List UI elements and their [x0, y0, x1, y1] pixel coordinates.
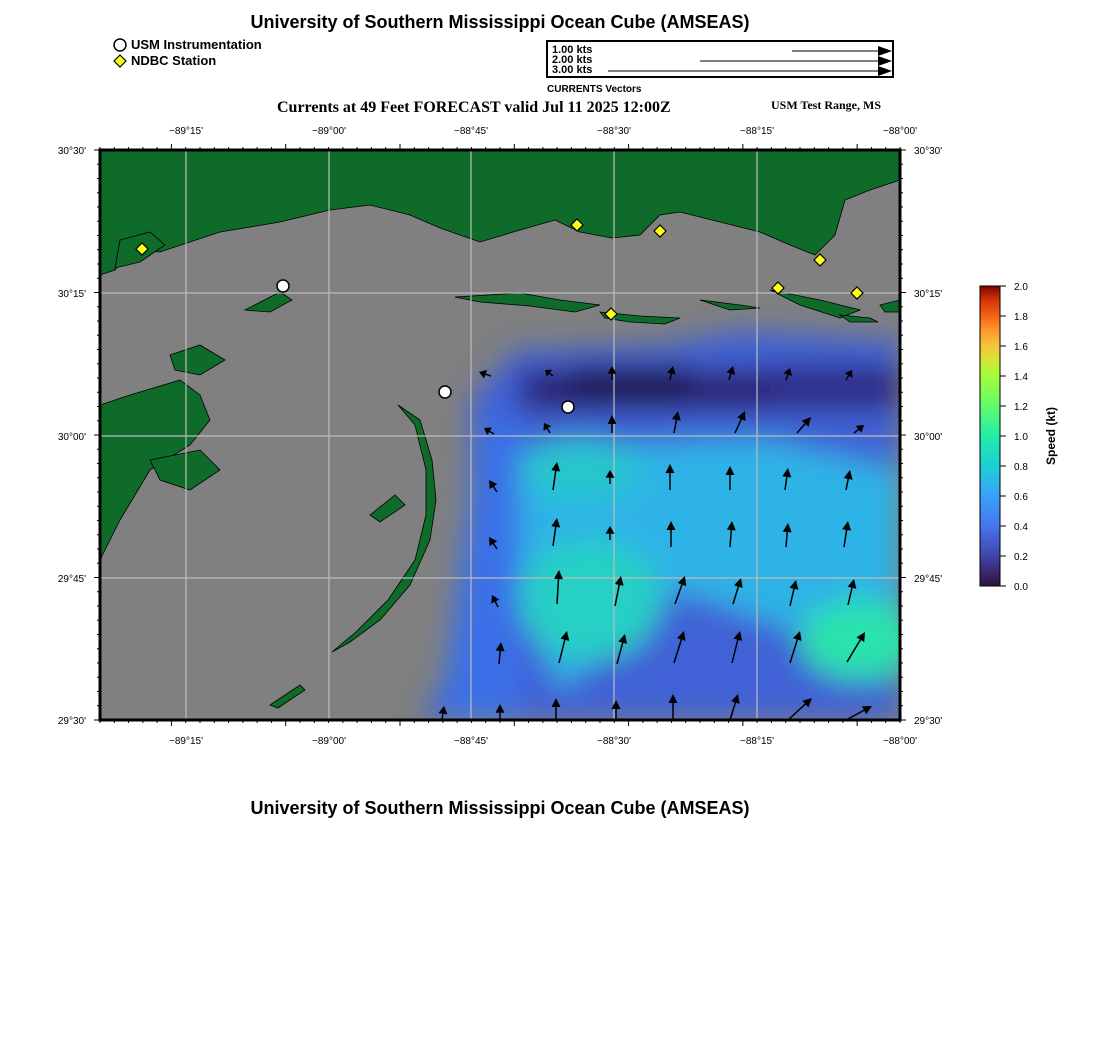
usm-station-marker: [439, 386, 451, 398]
lon-label: −88°00': [883, 736, 917, 747]
colorbar-tick-label: 0.8: [1014, 462, 1028, 473]
lon-label: −88°30': [597, 736, 631, 747]
speed-colorbar: [980, 282, 1058, 593]
vector-key-label-3: 3.00 kts: [552, 64, 593, 76]
colorbar-tick-label: 1.8: [1014, 312, 1028, 323]
colorbar-tick-label: 0.6: [1014, 492, 1028, 503]
colorbar-ticks: [1000, 282, 1028, 593]
lat-labels-left: [58, 146, 86, 727]
colorbar-tick-label: 1.4: [1014, 372, 1028, 383]
colorbar-tick-label: 0.4: [1014, 522, 1028, 533]
lon-label: −88°15': [740, 126, 774, 137]
map-region-label: USM Test Range, MS: [771, 98, 882, 112]
legend-ndbc-label: NDBC Station: [131, 53, 217, 68]
lon-label: −88°45': [454, 126, 488, 137]
lon-label: −89°15': [169, 126, 203, 137]
lat-label: 30°00': [57, 432, 86, 443]
lat-label: 30°30': [57, 146, 86, 157]
footer-title: University of Southern Mississippi Ocean Cube (AMSEAS): [250, 798, 750, 818]
lon-label: −88°45': [454, 736, 488, 747]
legend-usm-label: USM Instrumentation: [131, 37, 262, 52]
usm-station-marker: [277, 280, 289, 292]
lat-label: 30°15': [57, 289, 86, 300]
lat-label: 29°30': [914, 716, 943, 727]
vector-key-title: CURRENTS Vectors: [547, 84, 642, 95]
lon-label: −88°00': [883, 126, 917, 137]
colorbar-tick-label: 1.0: [1014, 432, 1028, 443]
colorbar-tick-label: 0.0: [1014, 582, 1028, 593]
lon-label: −88°30': [597, 126, 631, 137]
page-title: University of Southern Mississippi Ocean Cube (AMSEAS): [250, 12, 750, 32]
lon-label: −89°00': [312, 126, 346, 137]
lat-label: 30°15': [914, 289, 943, 300]
lat-label: 29°45': [914, 574, 943, 585]
lat-label: 29°45': [57, 574, 86, 585]
colorbar-gradient: [980, 286, 1000, 586]
lon-label: −88°15': [740, 736, 774, 747]
lat-label: 30°00': [914, 432, 943, 443]
lat-label: 30°30': [914, 146, 943, 157]
lat-labels-right: [914, 146, 942, 727]
colorbar-tick-label: 2.0: [1014, 282, 1028, 293]
lon-labels-top: [169, 126, 917, 137]
lon-labels-bottom: [169, 736, 917, 747]
vector-key-label-1: 1.00 kts: [552, 44, 593, 56]
colorbar-tick-label: 1.6: [1014, 342, 1028, 353]
colorbar-tick-label: 0.2: [1014, 552, 1028, 563]
lat-label: 29°30': [57, 716, 86, 727]
lon-label: −89°15': [169, 736, 203, 747]
map-subtitle: Currents at 49 Feet FORECAST valid Jul 11 2025 12:00Z: [277, 99, 671, 116]
colorbar-label: Speed (kt): [1044, 406, 1058, 466]
usm-station-marker: [562, 401, 574, 413]
lon-label: −89°00': [312, 736, 346, 747]
vector-key-label-2: 2.00 kts: [552, 54, 593, 66]
colorbar-tick-label: 1.2: [1014, 402, 1028, 413]
